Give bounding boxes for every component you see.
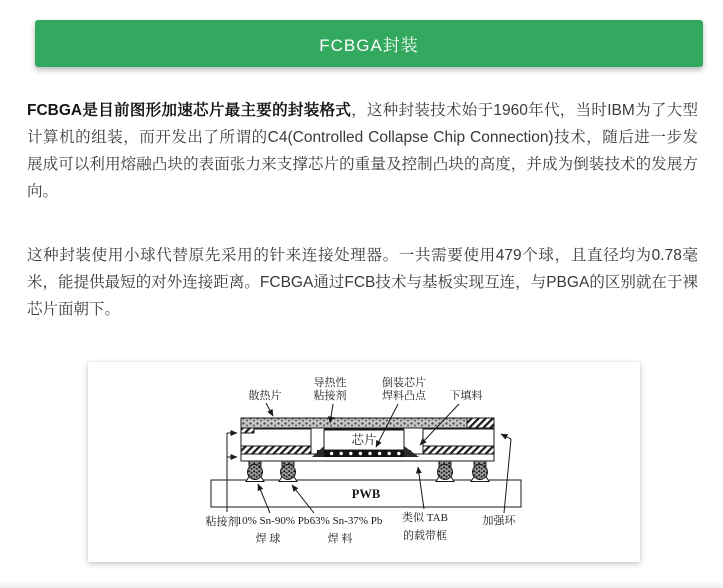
intro-paragraph-bold: FCBGA是目前图形加速芯片最主要的封装格式 [27,102,352,119]
label-pwb: PWB [351,487,381,501]
fcbga-cross-section-diagram [88,362,640,562]
underfill-fillet-right [404,446,419,457]
page-bottom-edge [0,581,723,588]
heat-sink-end-hatch [467,418,494,428]
label-heat-sink: 散热片 [248,390,282,402]
header-banner [35,20,703,67]
label-adhesive: 粘接剂 [205,516,239,528]
heat-sink-shape [241,418,494,428]
label-tab-carrier-2: 的载带框 [403,530,447,542]
intro-paragraph-text: ，这种封装技术始于1960年代，当时IBM为了大型计算机的组装，而开发出了所谓的C4(Controlled Collapse Chip Connection)技术，随后进一步发展成可以利用熔融凸块的表面张力来支撑芯片的重量及控制凸块的高度，并成为倒装技术的发展方向。 [27,102,698,200]
description-paragraph: 这种封装使用小球代替原先采用的针来连接处理器。一共需要使用479个球，且直径均为0.78毫米，能提供最短的对外连接距离。FCBGA通过FCB技术与基板实现互连，与PBGA的区别就在于裸芯片面朝下。 [27,247,698,318]
label-underfill: 下填料 [449,390,483,402]
label-tab-carrier-1: 类似 TAB [402,512,448,524]
page-title: FCBGA封装 [319,36,419,55]
intro-paragraph [27,97,698,205]
stiffener-ring-right-shape [423,429,494,446]
label-thermal-adhesive-2: 粘接剂 [313,390,347,402]
label-flip-chip-bump-2: 焊料凸点 [382,390,426,402]
label-solder-alloy: 63% Sn-37% Pb [309,515,383,527]
label-thermal-adhesive-1: 导热性 [313,377,347,389]
label-flip-chip-bump-1: 倒装芯片 [382,377,426,389]
label-stiffener-ring: 加强环 [482,515,516,527]
adhesive-band-right [423,446,494,454]
label-chip: 芯片 [351,433,377,447]
label-solder: 焊 料 [327,533,353,545]
adhesive-strip-left [241,428,254,433]
label-ball-alloy: 10% Sn-90% Pb [236,515,310,527]
label-solder-ball: 焊 球 [255,533,281,545]
fcbga-diagram-figure [88,362,640,562]
adhesive-band-left [241,446,311,454]
